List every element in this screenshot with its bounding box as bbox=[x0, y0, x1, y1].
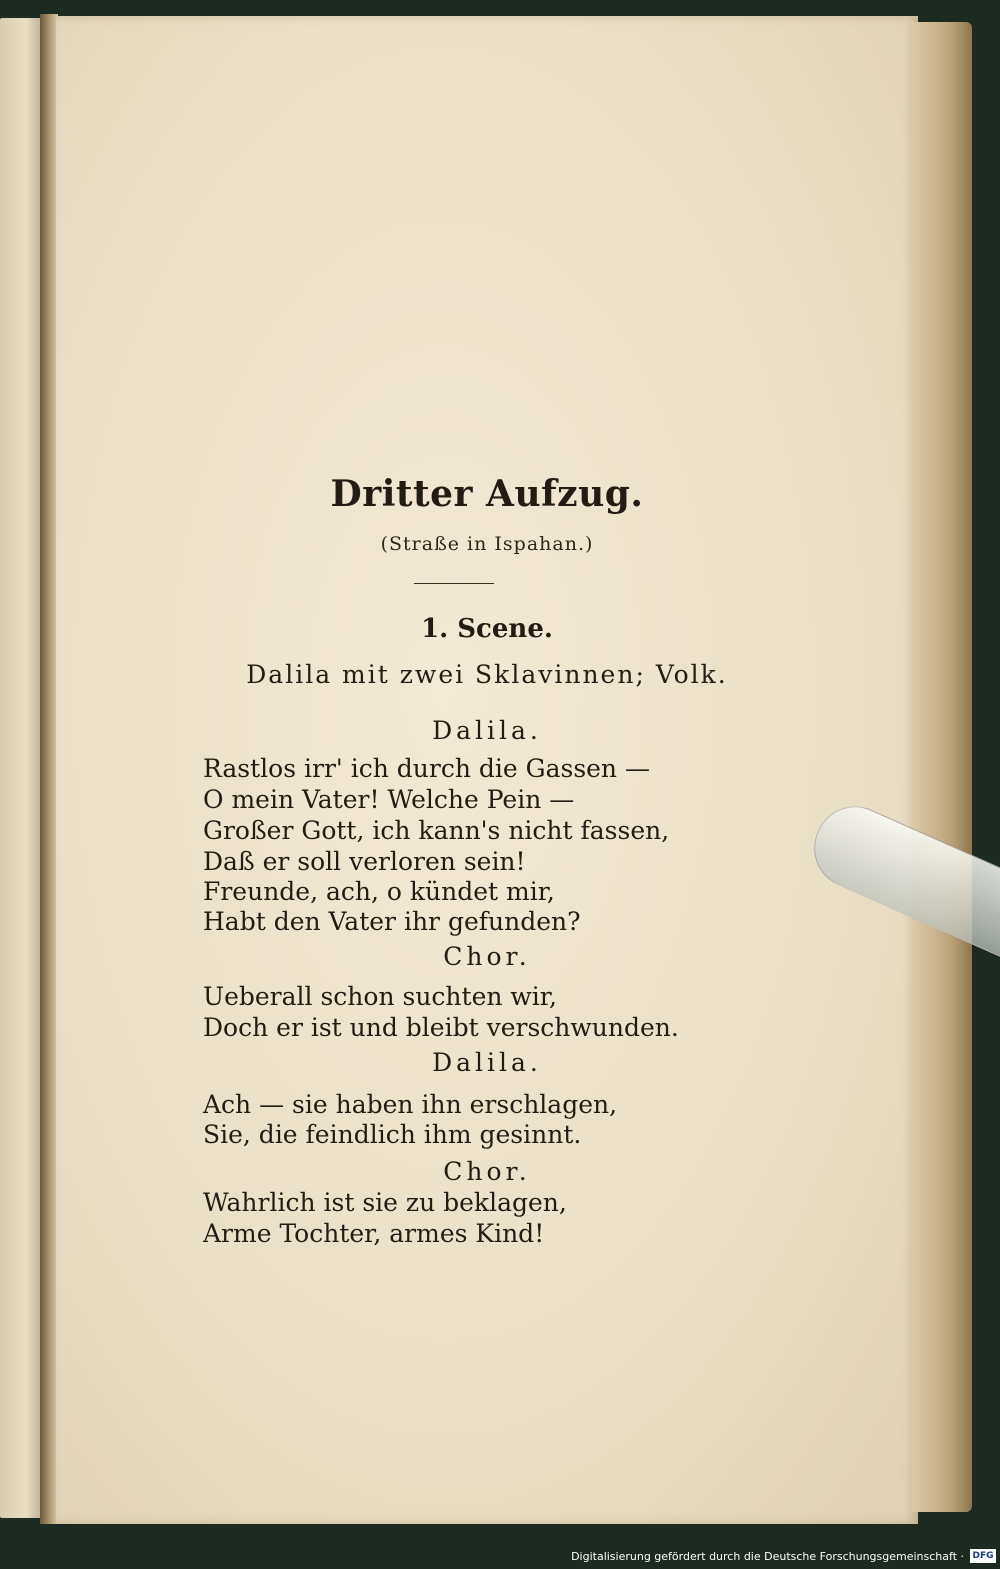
verse-line: Habt den Vater ihr gefunden? bbox=[203, 907, 581, 936]
verse-line: Freunde, ach, o kündet mir, bbox=[203, 877, 555, 906]
digitization-credit: Digitalisierung gefördert durch die Deutsche Forschungsgemeinschaft · bbox=[571, 1550, 964, 1563]
scene-heading: 1. Scene. bbox=[421, 614, 553, 644]
verse-line: Sie, die feindlich ihm gesinnt. bbox=[203, 1120, 582, 1149]
act-title: Dritter Aufzug. bbox=[330, 473, 644, 515]
speaker-name: Dalila. bbox=[432, 716, 542, 745]
verse-line: Ueberall schon suchten wir, bbox=[203, 982, 557, 1011]
page-content bbox=[56, 0, 918, 1560]
verse-line: Daß er soll verloren sein! bbox=[203, 847, 526, 876]
act-setting: (Straße in Ispahan.) bbox=[380, 533, 594, 555]
dfg-logo: DFG bbox=[970, 1549, 996, 1563]
divider-rule bbox=[414, 583, 494, 584]
verse-line: Rastlos irr' ich durch die Gassen — bbox=[203, 754, 650, 783]
verse-line: Wahrlich ist sie zu beklagen, bbox=[203, 1188, 567, 1217]
verse-line: O mein Vater! Welche Pein — bbox=[203, 785, 575, 814]
page-stack-edge bbox=[912, 22, 972, 1512]
speaker-name: Chor. bbox=[443, 942, 531, 971]
scene-cast: Dalila mit zwei Sklavinnen; Volk. bbox=[246, 660, 728, 689]
speaker-name: Dalila. bbox=[432, 1048, 542, 1077]
verse-line: Großer Gott, ich kann's nicht fassen, bbox=[203, 816, 670, 845]
speaker-name: Chor. bbox=[443, 1157, 531, 1186]
verse-line: Doch er ist und bleibt verschwunden. bbox=[203, 1013, 679, 1042]
facing-page-edge bbox=[0, 18, 44, 1518]
verse-line: Ach — sie haben ihn erschlagen, bbox=[203, 1090, 618, 1119]
verse-line: Arme Tochter, armes Kind! bbox=[203, 1219, 545, 1248]
